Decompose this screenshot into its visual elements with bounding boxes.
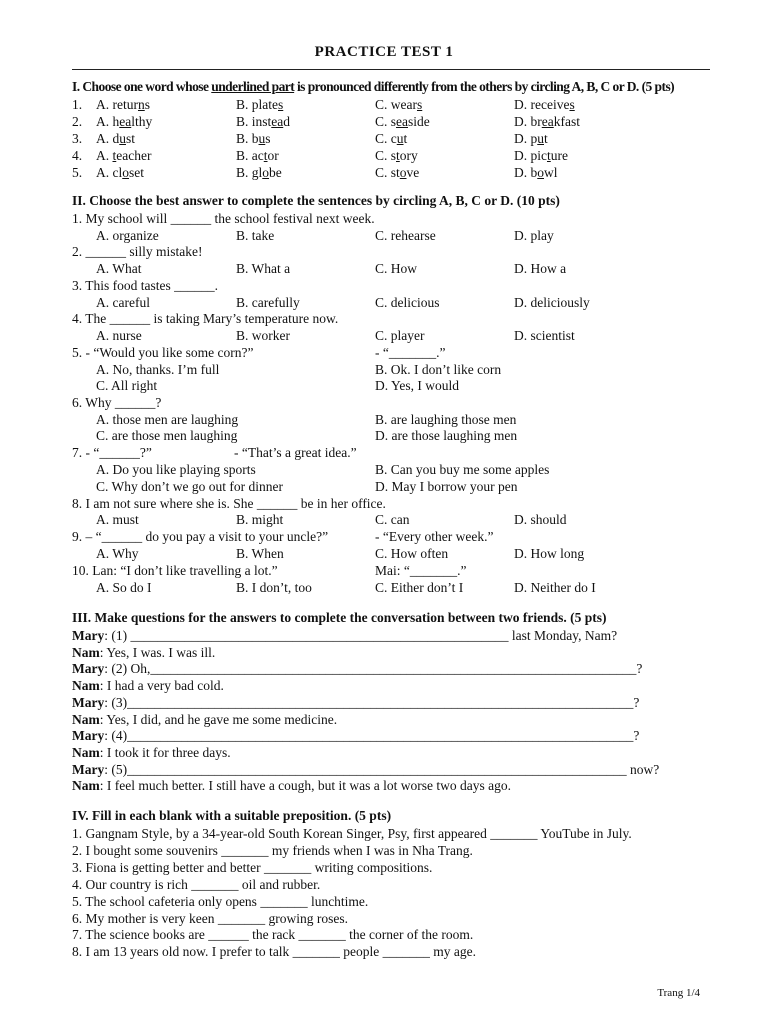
options-2-6a: A. those men are laughing B. are laughing those men	[96, 412, 517, 427]
answer-option: D. put	[514, 131, 548, 146]
answer-option: C. seaside	[375, 114, 430, 129]
dialogue-text: : (1) ________________________________________________________ last Monday, Nam?	[104, 628, 618, 643]
options-2-2: A. What B. What a C. How D. How a	[96, 261, 567, 276]
dialogue-text: : Yes, I did, and he gave me some medicine.	[99, 711, 338, 727]
dialogue-text: : I took it for three days.	[99, 744, 231, 760]
answer-option: D. picture	[514, 148, 569, 163]
item-text: 5. The school cafeteria only opens _______ lunchtime.	[72, 893, 369, 909]
dialogue-text: : (3)___________________________________________________________________________?	[104, 694, 640, 710]
options-2-9: A. Why B. When C. How often D. How long	[96, 546, 585, 561]
dialogue-text: : (2) Oh,________________________________________________________________________?	[104, 661, 643, 677]
dialogue-text: : (5)__________________________________________________________________________ now?	[104, 761, 660, 777]
title-rule	[72, 69, 710, 70]
speaker-name: Mary	[72, 628, 105, 643]
preposition-item	[72, 859, 712, 876]
item-text: 4. Our country is rich _______ oil and rubber.	[72, 876, 321, 892]
dialogue-line	[72, 677, 712, 694]
dialogue-line	[72, 727, 712, 744]
item-text: 2. I bought some souvenirs _______ my friends when I was in Nha Trang.	[72, 842, 473, 858]
options-2-3: A. careful B. carefully C. delicious D. deliciously	[96, 295, 590, 310]
preposition-item	[72, 842, 712, 859]
section-3-heading: III. Make questions for the answers to complete the conversation between two friends. (5 pts)	[72, 610, 607, 625]
answer-option: C. stove	[375, 165, 420, 180]
item-text: 7. The science books are ______ the rack _______ the corner of the room.	[72, 927, 474, 943]
item-number: 2.	[72, 114, 83, 129]
options-2-7a: A. Do you like playing sports B. Can you buy me some apples	[96, 462, 550, 477]
dialogue-text: : I had a very bad cold.	[99, 678, 224, 694]
question-2-5: 5. - “Would you like some corn?” - “_______.”	[72, 345, 446, 360]
speaker-name: Nam	[72, 744, 100, 760]
question-2-7: 7. - “______?” - “That’s a great idea.”	[72, 445, 357, 460]
section-2-heading: II. Choose the best answer to complete the sentences by circling A, B, C or D. (10 pts)	[72, 193, 560, 208]
answer-option: B. plates	[236, 97, 284, 112]
item-text: 6. My mother is very keen _______ growing roses.	[72, 910, 348, 926]
question-2-1: 1. My school will ______ the school festival next week.	[72, 211, 375, 226]
preposition-item	[72, 876, 712, 893]
section-1-item	[72, 130, 712, 147]
answer-option: A. returns	[96, 97, 150, 112]
preposition-item	[72, 943, 712, 960]
dialogue-line	[72, 660, 712, 677]
speaker-name: Mary	[72, 728, 105, 744]
answer-option: A. teacher	[96, 148, 152, 163]
item-number: 4.	[72, 148, 83, 163]
question-2-9: 9. – “______ do you pay a visit to your uncle?” - “Every other week.”	[72, 529, 494, 544]
item-number: 1.	[72, 97, 83, 112]
answer-option: A. dust	[96, 131, 136, 146]
section-1-item	[72, 164, 712, 181]
question-2-6: 6. Why ______?	[72, 395, 162, 410]
dialogue-line	[72, 761, 712, 778]
dialogue-line	[72, 711, 712, 728]
speaker-name: Nam	[72, 644, 100, 660]
dialogue-text: : Yes, I was. I was ill.	[99, 644, 216, 660]
question-2-4: 4. The ______ is taking Mary’s temperature now.	[72, 311, 339, 326]
preposition-item	[72, 825, 712, 842]
section-1-heading: I. Choose one word whose underlined part is pronounced differently from the others by circling A, B, C or D. (5 pts)	[72, 79, 675, 94]
answer-option: A. healthy	[96, 114, 153, 129]
options-2-6b: C. are those men laughing D. are those laughing men	[96, 428, 518, 443]
options-2-8: A. must B. might C. can D. should	[96, 512, 567, 527]
answer-option: C. wears	[375, 97, 423, 112]
answer-option: B. actor	[236, 148, 279, 163]
preposition-item	[72, 893, 712, 910]
section-1-item	[72, 113, 712, 130]
answer-option: D. bowl	[514, 165, 558, 180]
preposition-item	[72, 926, 712, 943]
item-text: 8. I am 13 years old now. I prefer to talk _______ people _______ my age.	[72, 944, 477, 960]
answer-option: D. breakfast	[514, 114, 580, 129]
dialogue-line	[72, 744, 712, 761]
item-text: 1. Gangnam Style, by a 34-year-old South Korean Singer, Psy, first appeared _______ YouTube in July.	[72, 826, 632, 841]
item-number: 5.	[72, 165, 83, 180]
preposition-item	[72, 910, 712, 927]
answer-option: C. story	[375, 148, 418, 163]
answer-option: B. globe	[236, 165, 282, 180]
section-1-item	[72, 96, 712, 113]
question-2-2: 2. ______ silly mistake!	[72, 244, 203, 259]
item-text: 3. Fiona is getting better and better _______ writing compositions.	[72, 859, 433, 875]
dialogue-text: : (4)___________________________________________________________________________?	[104, 728, 640, 744]
page-title: PRACTICE TEST 1	[314, 44, 454, 60]
speaker-name: Mary	[72, 761, 105, 777]
dialogue-text: : I feel much better. I still have a cough, but it was a lot worse two days ago.	[99, 778, 512, 794]
question-2-10: 10. Lan: “I don’t like travelling a lot.” Mai: “_______.”	[72, 563, 467, 578]
section-4-heading: IV. Fill in each blank with a suitable preposition. (5 pts)	[72, 808, 392, 823]
answer-option: B. instead	[236, 114, 290, 129]
answer-option: D. receives	[514, 97, 575, 112]
answer-option: B. bus	[236, 131, 271, 146]
dialogue-line	[72, 627, 712, 644]
dialogue-line	[72, 777, 712, 794]
speaker-name: Nam	[72, 711, 100, 727]
dialogue-line	[72, 644, 712, 661]
options-2-10: A. So do I B. I don’t, too C. Either don’t I D. Neither do I	[96, 580, 596, 595]
options-2-7b: C. Why don’t we go out for dinner D. May I borrow your pen	[96, 479, 518, 494]
item-number: 3.	[72, 131, 83, 146]
question-2-8: 8. I am not sure where she is. She ______ be in her office.	[72, 496, 386, 511]
answer-option: A. closet	[96, 165, 144, 180]
options-2-4: A. nurse B. worker C. player D. scientist	[96, 328, 575, 343]
answer-option: C. cut	[375, 131, 408, 146]
dialogue-line	[72, 694, 712, 711]
options-2-1: A. organize B. take C. rehearse D. play	[96, 228, 554, 243]
options-2-5b: C. All right D. Yes, I would	[96, 378, 460, 393]
page-number: Trang 1/4	[657, 987, 700, 999]
section-1-item	[72, 147, 712, 164]
question-2-3: 3. This food tastes ______.	[72, 278, 218, 293]
speaker-name: Nam	[72, 778, 100, 794]
options-2-5a: A. No, thanks. I’m full B. Ok. I don’t like corn	[96, 362, 502, 377]
speaker-name: Mary	[72, 661, 105, 677]
speaker-name: Mary	[72, 694, 105, 710]
speaker-name: Nam	[72, 678, 100, 694]
